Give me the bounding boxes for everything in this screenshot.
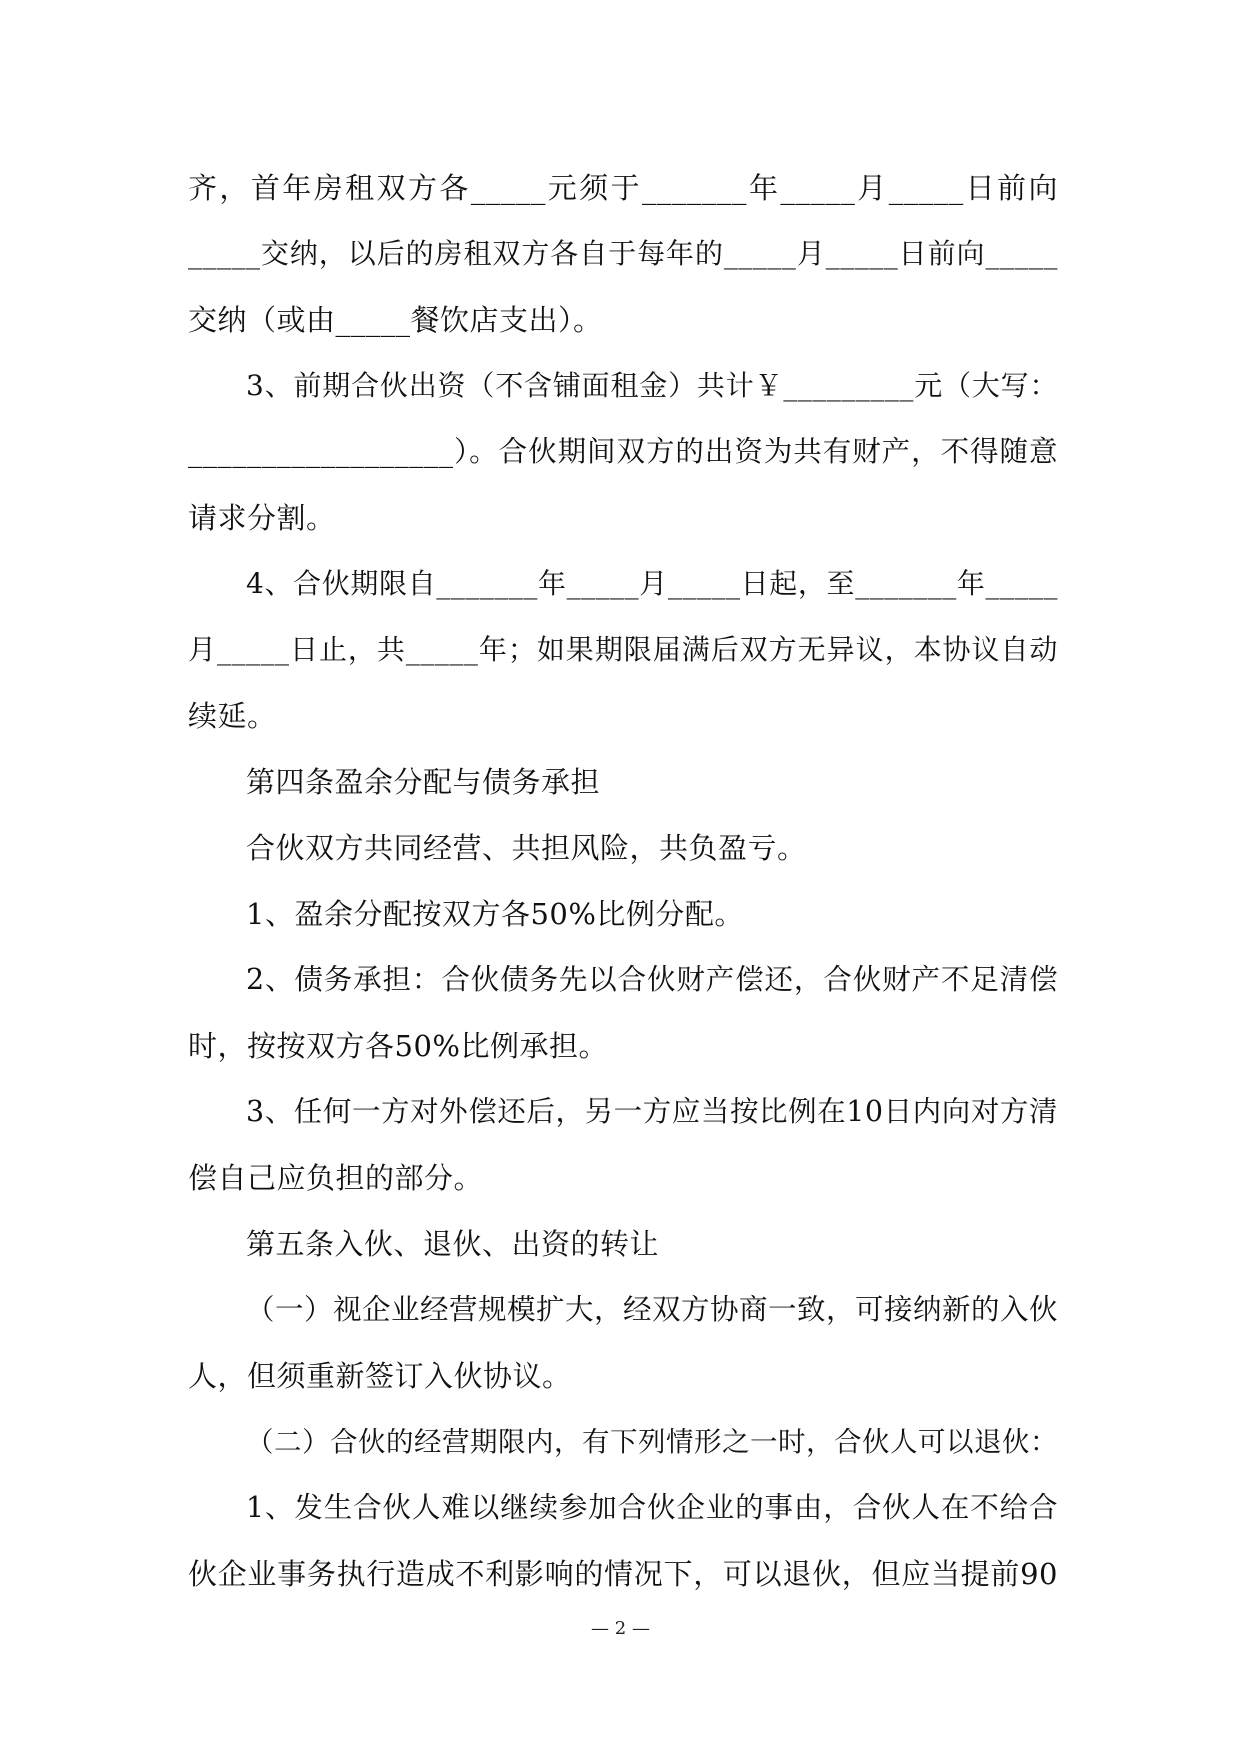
text-line-2: _____交纳，以后的房租双方各自于每年的_____月_____日前向_____ — [188, 237, 1058, 270]
text-line-5: __________________）。合伙期间双方的出资为共有财产，不得随意 — [188, 435, 1058, 468]
text-line-22: 伙企业事务执行造成不利影响的情况下，可以退伙，但应当提前90 — [188, 1557, 1058, 1591]
text-line-1: 齐，首年房租双方各_____元须于_______年_____月_____日前向 — [188, 171, 1058, 205]
text-line-19: 人，但须重新签订入伙协议。 — [188, 1359, 572, 1393]
text-line-11: 合伙双方共同经营、共担风险，共负盈亏。 — [246, 831, 807, 865]
text-line-15: 3、任何一方对外偿还后，另一方应当按比例在10日内向对方清 — [246, 1095, 1058, 1128]
text-line-7: 4、合伙期限自_______年_____月_____日起，至_______年_____ — [246, 567, 1058, 600]
text-line-9: 续延。 — [188, 699, 277, 733]
section-heading-5: 第五条入伙、退伙、出资的转让 — [246, 1227, 660, 1261]
text-line-16: 偿自己应负担的部分。 — [188, 1161, 484, 1195]
page-number: — 2 — — [591, 1618, 650, 1639]
text-line-4: 3、前期合伙出资（不含铺面租金）共计￥_________元（大写： — [246, 369, 1058, 402]
section-heading-4: 第四条盈余分配与债务承担 — [246, 765, 601, 799]
text-line-18: （一）视企业经营规模扩大，经双方协商一致，可接纳新的入伙 — [246, 1293, 1059, 1326]
text-line-12: 1、盈余分配按双方各50%比例分配。 — [246, 897, 744, 931]
text-line-21: 1、发生合伙人难以继续参加合伙企业的事由，合伙人在不给合 — [246, 1491, 1058, 1524]
text-line-3: 交纳（或由_____餐饮店支出）。 — [188, 303, 603, 337]
text-line-13: 2、债务承担：合伙债务先以合伙财产偿还，合伙财产不足清偿 — [246, 963, 1058, 996]
text-line-8: 月_____日止，共_____年；如果期限届满后双方无异议，本协议自动 — [188, 633, 1058, 666]
document-body — [188, 155, 1058, 1607]
text-line-6: 请求分割。 — [188, 501, 336, 535]
text-line-14: 时，按按双方各50%比例承担。 — [188, 1029, 608, 1063]
text-line-20: （二）合伙的经营期限内，有下列情形之一时，合伙人可以退伙： — [246, 1426, 1058, 1458]
